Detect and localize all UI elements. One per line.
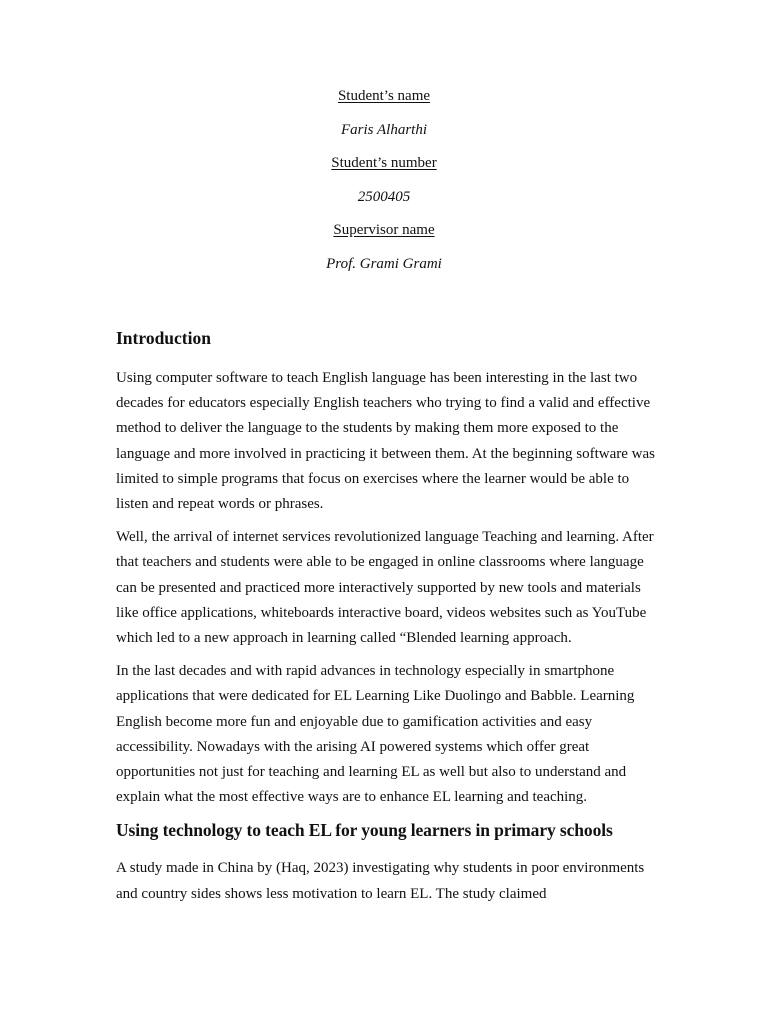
section-paragraph: A study made in China by (Haq, 2023) investigating why students in poor environments and country sides shows less motivation to learn EL. The study claimed (116, 860, 645, 902)
student-name-label: Student’s name (337, 88, 431, 104)
introduction-paragraph: Using computer software to teach English language has been interesting in the last two decades for educators especially English teachers who trying to find a valid and effective method to deliver the language to the students by making them more exposed to the language and more involved in practicing it between them. At the beginning software was limited to simple programs that focus on exercises where the learner would be able to listen and repeat words or phrases. (116, 370, 656, 513)
student-number: 2500405 (357, 188, 411, 205)
introduction-paragraph: In the last decades and with rapid advances in technology especially in smartphone applications that were dedicated for EL Learning Like Duolingo and Babble. Learning English become more fun and enjoyable due to gamification activities and easy accessibility. Nowadays with the arising AI powered systems which offer great opportunities not just for teaching and learning EL as well but also to understand and explain what the most effective ways are to enhance EL learning and teaching. (116, 663, 635, 806)
student-number-label: Student’s number (331, 155, 437, 172)
cover-block (0, 86, 768, 288)
introduction-paragraph: Well, the arrival of internet services revolutionized language Teaching and learning. After that teachers and students were able to be engaged in online classrooms where language can be presented and practiced more interactively supported by new tools and materials like office applications, whiteboards interactive board, videos websites such as YouTube which led to a new approach in learning called “Blended learning approach. (116, 529, 654, 647)
student-name: Faris Alharthi (341, 121, 427, 138)
supervisor-label: Supervisor name (333, 222, 435, 239)
document-body (116, 326, 656, 915)
introduction-heading: Introduction (116, 328, 211, 348)
supervisor-name: Prof. Grami Grami (326, 255, 442, 272)
section-heading: Using technology to teach EL for young learners in primary schools (116, 820, 613, 841)
